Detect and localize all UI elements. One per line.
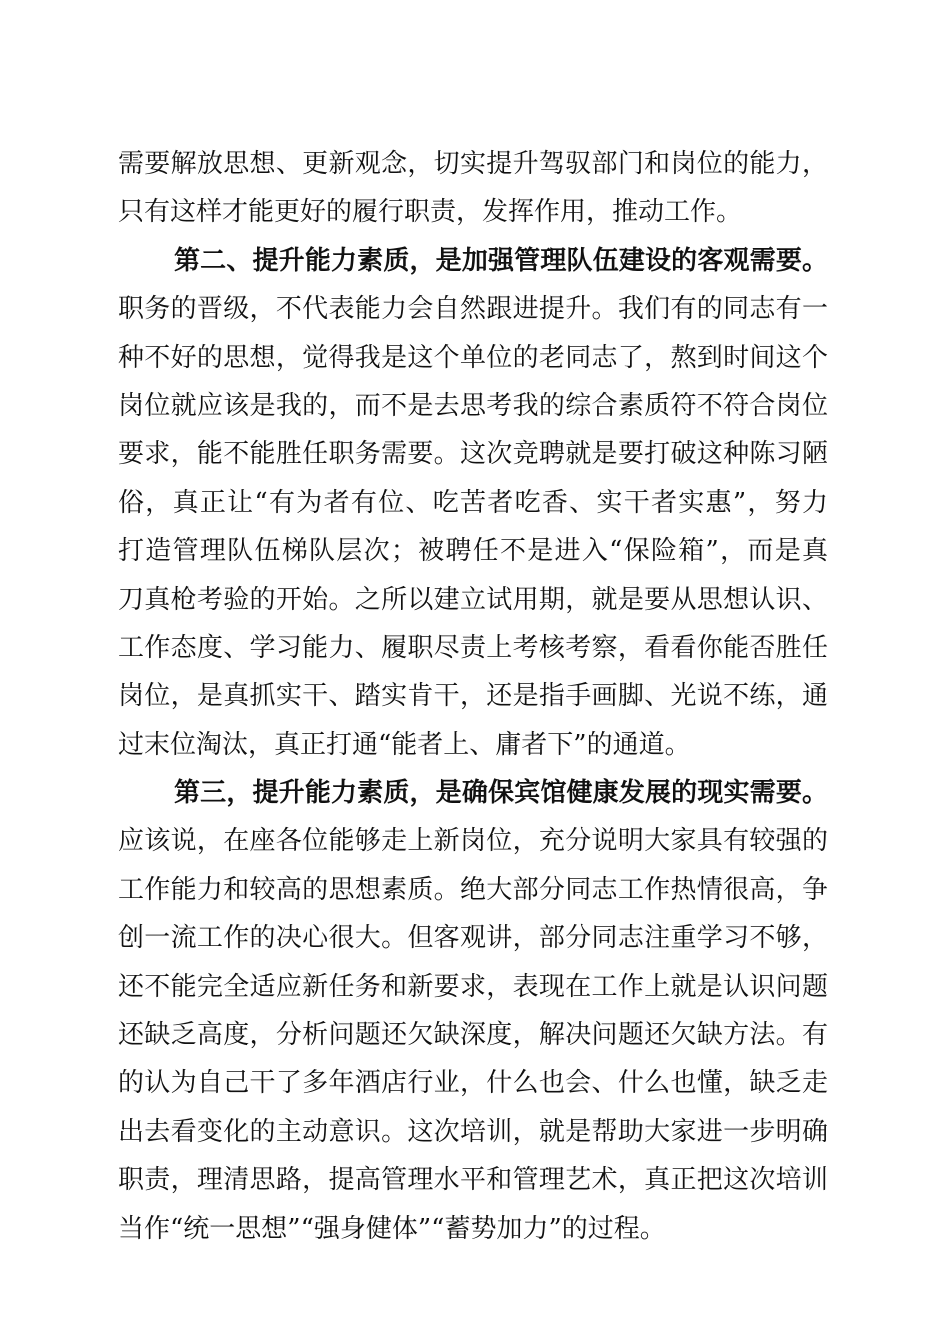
text-line: 的认为自己干了多年酒店行业，什么也会、什么也懂，缺乏走 xyxy=(118,1068,828,1099)
text-line: 职务的晋级，不代表能力会自然跟进提升。我们有的同志有一 xyxy=(118,294,828,325)
text-line: 岗位，是真抓实干、踏实肯干，还是指手画脚、光说不练，通 xyxy=(118,681,828,712)
text-line: 应该说，在座各位能够走上新岗位，充分说明大家具有较强的 xyxy=(118,826,828,857)
text-line: 职责，理清思路，提高管理水平和管理艺术，真正把这次培训 xyxy=(118,1165,828,1196)
text-line: 创一流工作的决心很大。但客观讲，部分同志注重学习不够， xyxy=(118,923,828,954)
text-line: 还缺乏高度，分析问题还欠缺深度，解决问题还欠缺方法。有 xyxy=(118,1020,828,1051)
paragraph-third-point xyxy=(118,769,828,1253)
paragraph-second-point xyxy=(118,237,828,769)
text-line: 还不能完全适应新任务和新要求，表现在工作上就是认识问题 xyxy=(118,971,828,1002)
text-line: 当作“统一思想”“强身健体”“蓄势加力”的过程。 xyxy=(118,1213,666,1244)
text-line: 要求，能不能胜任职务需要。这次竞聘就是要打破这种陈习陋 xyxy=(118,439,828,470)
text-line: 种不好的思想，觉得我是这个单位的老同志了，熬到时间这个 xyxy=(118,342,828,373)
paragraph-continuation xyxy=(118,140,828,237)
text-line: 需要解放思想、更新观念，切实提升驾驭部门和岗位的能力， xyxy=(118,149,828,179)
section-heading-third: 第三，提升能力素质，是确保宾馆健康发展的现实需要。 xyxy=(174,778,828,809)
text-line: 俗，真正让“有为者有位、吃苦者吃香、实干者实惠”，努力 xyxy=(118,487,828,518)
text-line: 工作态度、学习能力、履职尽责上考核考察，看看你能否胜任 xyxy=(118,632,828,663)
text-line: 工作能力和较高的思想素质。绝大部分同志工作热情很高，争 xyxy=(118,874,828,905)
text-line: 出去看变化的主动意识。这次培训，就是帮助大家进一步明确 xyxy=(118,1116,828,1147)
text-line: 只有这样才能更好的履行职责，发挥作用，推动工作。 xyxy=(118,197,743,228)
text-line: 刀真枪考验的开始。之所以建立试用期，就是要从思想认识、 xyxy=(118,584,828,615)
text-line: 过末位淘汰，真正打通“能者上、庸者下”的通道。 xyxy=(118,729,691,760)
text-line: 打造管理队伍梯队层次；被聘任不是进入“保险箱”，而是真 xyxy=(118,536,828,567)
document-body xyxy=(118,140,828,1253)
text-line: 岗位就应该是我的，而不是去思考我的综合素质符不符合岗位 xyxy=(118,390,828,421)
section-heading-second: 第二、提升能力素质，是加强管理队伍建设的客观需要。 xyxy=(174,245,828,276)
